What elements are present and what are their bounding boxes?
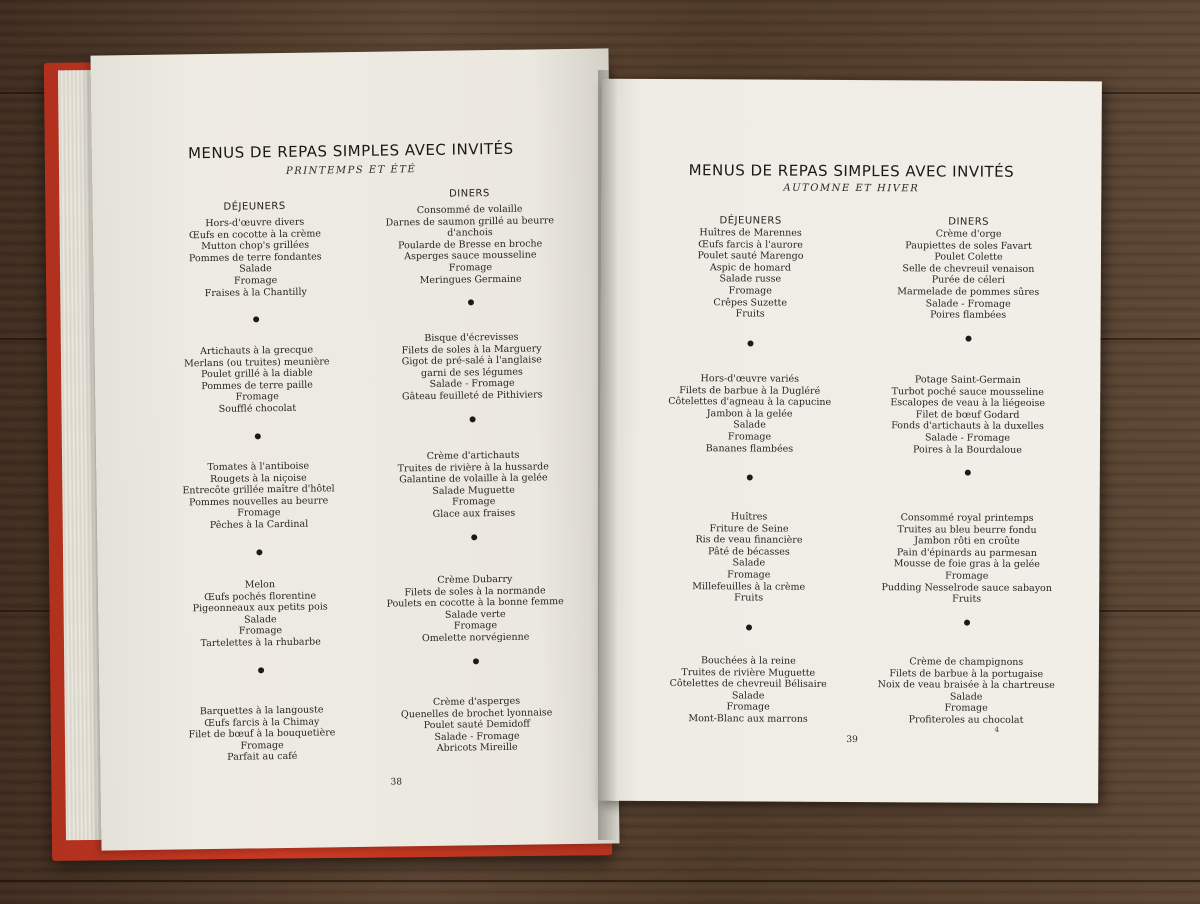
menu-item: Œufs farcis à la Chimay bbox=[204, 716, 320, 729]
right-dejeuners-column bbox=[643, 215, 858, 725]
menu-item: Selle de chevreuil venaison bbox=[902, 263, 1035, 275]
left-diners-column bbox=[354, 187, 584, 755]
separator-dot bbox=[747, 340, 753, 346]
page-number: 39 bbox=[846, 734, 858, 746]
separator-dot bbox=[964, 470, 970, 476]
menu-item: Poulet Colette bbox=[934, 251, 1003, 263]
right-page-title: MENUS DE REPAS SIMPLES AVEC INVITÉS bbox=[688, 161, 1015, 181]
menu-item: Poulet sauté Demidoff bbox=[423, 718, 531, 732]
menu-item: Artichauts à la grecque bbox=[200, 344, 314, 358]
menu-item: Crème d'orge bbox=[935, 228, 1002, 240]
menu-item: Marmelade de pommes sûres bbox=[897, 286, 1040, 298]
menu-item: Salade - Fromage bbox=[925, 297, 1011, 310]
menu-item: Filets de barbue à la portugaise bbox=[889, 667, 1044, 680]
menu-item: Noix de veau braisée à la chartreuse bbox=[877, 679, 1055, 692]
menu-item: Salade - Fromage bbox=[429, 378, 515, 391]
menu-item: Poularde de Bresse en broche bbox=[397, 238, 543, 252]
menu-item: Poulet grillé à la diable bbox=[201, 367, 313, 381]
menu-item: Paupiettes de soles Favart bbox=[905, 239, 1032, 252]
menu-item: Salade bbox=[949, 691, 983, 703]
separator-dot bbox=[964, 619, 970, 625]
menu-item: Filet de bœuf Godard bbox=[915, 409, 1020, 421]
separator-dot bbox=[471, 534, 477, 540]
column-heading: DÉJEUNERS bbox=[719, 215, 782, 227]
menu-item: Pommes de terre fondantes bbox=[188, 251, 322, 265]
menu-item: Poires flambées bbox=[930, 309, 1007, 321]
menu-item: Friture de Seine bbox=[709, 522, 789, 535]
menu-block bbox=[158, 460, 359, 532]
menu-item: Pêches à la Cardinal bbox=[209, 518, 309, 532]
menu-item: Soufflé chocolat bbox=[218, 402, 297, 415]
menu-item: Gigot de pré-salé à l'anglaise bbox=[401, 354, 542, 368]
menu-item: Hors-d'œuvre divers bbox=[205, 216, 305, 230]
menu-item: Omelette norvégienne bbox=[421, 631, 530, 645]
menu-block bbox=[355, 203, 586, 287]
menu-item: Salade bbox=[731, 690, 765, 702]
separator-dot bbox=[255, 433, 261, 439]
menu-item: Tartelettes à la rhubarbe bbox=[200, 636, 321, 650]
menu-item: Bouchées à la reine bbox=[700, 655, 796, 667]
menu-item: Rougets à la niçoise bbox=[210, 472, 307, 485]
menu-item: Salade bbox=[732, 557, 766, 569]
separator-dot bbox=[965, 335, 971, 341]
menu-item: Salade Muguette bbox=[432, 484, 515, 497]
menu-item: Fromage bbox=[448, 262, 493, 274]
menu-item: Millefeuilles à la crème bbox=[692, 580, 806, 593]
menu-item: Côtelettes d'agneau à la capucine bbox=[668, 396, 832, 409]
menu-item: Pigeonneaux aux petits pois bbox=[192, 601, 328, 615]
menu-item: Profiteroles au chocolat bbox=[908, 714, 1024, 726]
menu-block bbox=[157, 344, 358, 416]
menu-item: Poulets en cocotte à la bonne femme bbox=[386, 596, 564, 610]
menu-block bbox=[641, 511, 856, 605]
column-heading: DINERS bbox=[948, 216, 990, 228]
menu-item: Fromage bbox=[237, 507, 281, 520]
menu-item: Pâté de bécasses bbox=[708, 546, 790, 558]
menu-item: Fromage bbox=[452, 496, 496, 509]
menu-item: Œufs farcis à l'aurore bbox=[698, 238, 803, 251]
menu-item: Œufs en cocotte à la crème bbox=[188, 228, 322, 241]
menu-item: Filets de soles à la normande bbox=[404, 584, 546, 598]
menu-item: garni de ses légumes bbox=[420, 366, 523, 379]
left-page bbox=[90, 48, 619, 850]
menu-item: Tomates à l'antiboise bbox=[207, 460, 310, 474]
left-page-title: MENUS DE REPAS SIMPLES AVEC INVITÉS bbox=[187, 139, 514, 163]
menu-block bbox=[854, 512, 1079, 606]
menu-item: Purée de céleri bbox=[931, 274, 1005, 287]
right-page-subtitle: AUTOMNE ET HIVER bbox=[783, 182, 920, 195]
menu-item: Huîtres de Marennes bbox=[699, 227, 802, 239]
menu-item: Truites au bleu beurre fondu bbox=[897, 523, 1037, 536]
menu-item: Fruits bbox=[734, 592, 764, 604]
menu-item: Crème d'artichauts bbox=[426, 449, 520, 462]
separator-dot bbox=[473, 658, 479, 664]
menu-item: Parfait au café bbox=[227, 751, 298, 764]
menu-item: Salade bbox=[243, 613, 277, 626]
menu-item: Fruits bbox=[735, 308, 765, 320]
menu-item: Pommes de terre paille bbox=[201, 379, 313, 392]
separator-dot bbox=[258, 667, 264, 673]
menu-item: Truites de rivière à la hussarde bbox=[397, 460, 549, 474]
menu-item: Pommes nouvelles au beurre bbox=[189, 495, 329, 509]
menu-item: Fruits bbox=[952, 593, 982, 605]
menu-item: Entrecôte grillée maître d'hôtel bbox=[182, 483, 335, 497]
column-heading: DINERS bbox=[448, 188, 490, 200]
separator-dot bbox=[256, 549, 262, 555]
menu-item: Pain d'épinards au parmesan bbox=[896, 547, 1037, 559]
menu-item: Filets de soles à la Marguery bbox=[401, 342, 542, 356]
menu-item: Bananes flambées bbox=[705, 442, 794, 455]
menu-item: Salade - Fromage bbox=[924, 432, 1011, 444]
menu-item: Fraises à la Chantilly bbox=[204, 286, 307, 299]
menu-item: Crêpes Suzette bbox=[713, 296, 788, 309]
menu-item: Salade bbox=[733, 419, 766, 431]
menu-item: Truites de rivière Muguette bbox=[681, 666, 816, 679]
separator-dot bbox=[470, 416, 476, 422]
menu-item: Ris de veau financière bbox=[695, 534, 803, 546]
menu-item: Filets de barbue à la Dugléré bbox=[679, 384, 821, 397]
menu-block bbox=[160, 578, 361, 650]
separator-dot bbox=[746, 624, 752, 630]
menu-item: Fromage bbox=[727, 569, 771, 581]
menu-item: Crème d'asperges bbox=[432, 695, 521, 708]
menu-item: Glace aux fraises bbox=[432, 507, 516, 520]
menu-item: Fonds d'artichauts à la duxelles bbox=[891, 420, 1044, 433]
menu-item: Salade bbox=[239, 263, 272, 275]
menu-block bbox=[641, 655, 856, 726]
menu-item: Turbot poché sauce mousseline bbox=[891, 385, 1044, 398]
menu-item: Salade - Fromage bbox=[434, 730, 520, 743]
menu-item: Poulet sauté Marengo bbox=[697, 250, 804, 262]
menu-block bbox=[361, 695, 592, 756]
menu-item: Pudding Nesselrode sauce sabayon bbox=[881, 581, 1052, 594]
column-heading: DÉJEUNERS bbox=[223, 200, 286, 213]
menu-item: Escalopes de veau à la liégeoise bbox=[890, 397, 1046, 410]
menu-item: Fromage bbox=[728, 285, 772, 297]
table-plank-seam bbox=[0, 880, 1200, 882]
menu-item: Œufs pochés florentine bbox=[203, 590, 317, 603]
menu-item: Fromage bbox=[727, 431, 772, 443]
menu-block bbox=[360, 573, 591, 646]
menu-item: Potage Saint-Germain bbox=[914, 374, 1021, 386]
menu-item: Poires à la Bourdaloue bbox=[913, 443, 1022, 456]
left-page-subtitle: PRINTEMPS ET ÉTÉ bbox=[285, 164, 417, 177]
menu-item: Salade verte bbox=[444, 608, 506, 621]
book-gutter-shadow bbox=[598, 70, 618, 840]
menu-item: Asperges sauce mousseline bbox=[404, 249, 537, 263]
right-diners-column bbox=[856, 216, 1081, 726]
menu-item: Fromage bbox=[453, 620, 498, 633]
menu-item: Gâteau feuilleté de Pithiviers bbox=[401, 389, 543, 403]
menu-item: Filet de bœuf à la bouquetière bbox=[188, 727, 336, 741]
menu-item: Crème de champignons bbox=[909, 656, 1024, 668]
menu-item: Meringues Germaine bbox=[419, 273, 522, 286]
menu-block bbox=[642, 373, 857, 455]
menu-item: Galantine de volaille à la gelée bbox=[399, 472, 548, 486]
menu-item: Aspic de homard bbox=[709, 262, 791, 274]
menu-item: Fromage bbox=[945, 570, 989, 582]
separator-dot bbox=[468, 300, 474, 306]
menu-item: Fromage bbox=[944, 702, 988, 715]
menu-block bbox=[854, 656, 1079, 727]
menu-item: Salade russe bbox=[719, 273, 782, 286]
menu-item: d'anchois bbox=[447, 227, 493, 239]
separator-dot bbox=[253, 317, 259, 323]
menu-block bbox=[358, 449, 589, 522]
menu-item: Mont-Blanc aux marrons bbox=[688, 713, 808, 725]
menu-block bbox=[643, 227, 858, 321]
left-dejeuners-column bbox=[155, 200, 355, 764]
menu-item: Crème Dubarry bbox=[437, 573, 513, 586]
menu-block bbox=[856, 228, 1081, 322]
menu-item: Consommé de volaille bbox=[416, 203, 523, 217]
menu-item: Fromage bbox=[726, 701, 770, 713]
menu-item: Merlans (ou truites) meunière bbox=[183, 355, 330, 369]
menu-item: Barquettes à la langouste bbox=[199, 704, 324, 718]
menu-item: Fromage bbox=[235, 391, 279, 404]
menu-item: Hors-d'œuvre variés bbox=[700, 373, 800, 385]
menu-item: Bisque d'écrevisses bbox=[424, 331, 519, 345]
menu-block bbox=[155, 216, 356, 300]
menu-item: Melon bbox=[244, 579, 276, 591]
menu-item: Jambon rôti en croûte bbox=[914, 535, 1020, 548]
menu-item: Mutton chop's grillées bbox=[201, 239, 310, 253]
menu-item: Darnes de saumon grillé au beurre bbox=[385, 214, 555, 229]
menu-item: Fromage bbox=[240, 739, 284, 752]
menu-item: Abricots Mireille bbox=[436, 742, 518, 755]
menu-item: Fromage bbox=[238, 625, 283, 638]
page-number: 38 bbox=[390, 777, 403, 788]
separator-dot bbox=[746, 475, 752, 481]
menu-item: Mousse de foie gras à la gelée bbox=[893, 558, 1040, 571]
menu-item: Huîtres bbox=[730, 511, 768, 523]
menu-block bbox=[356, 331, 587, 404]
menu-item: Consommé royal printemps bbox=[900, 512, 1034, 524]
menu-item: Jambon à la gelée bbox=[706, 408, 793, 420]
corner-mark: 4 bbox=[994, 725, 999, 734]
menu-item: Fromage bbox=[233, 275, 278, 287]
menu-item: Quenelles de brochet lyonnaise bbox=[400, 706, 553, 720]
menu-block bbox=[162, 704, 363, 765]
right-page bbox=[598, 79, 1102, 804]
menu-block bbox=[855, 374, 1080, 456]
menu-item: Côtelettes de chevreuil Bélisaire bbox=[669, 678, 827, 691]
